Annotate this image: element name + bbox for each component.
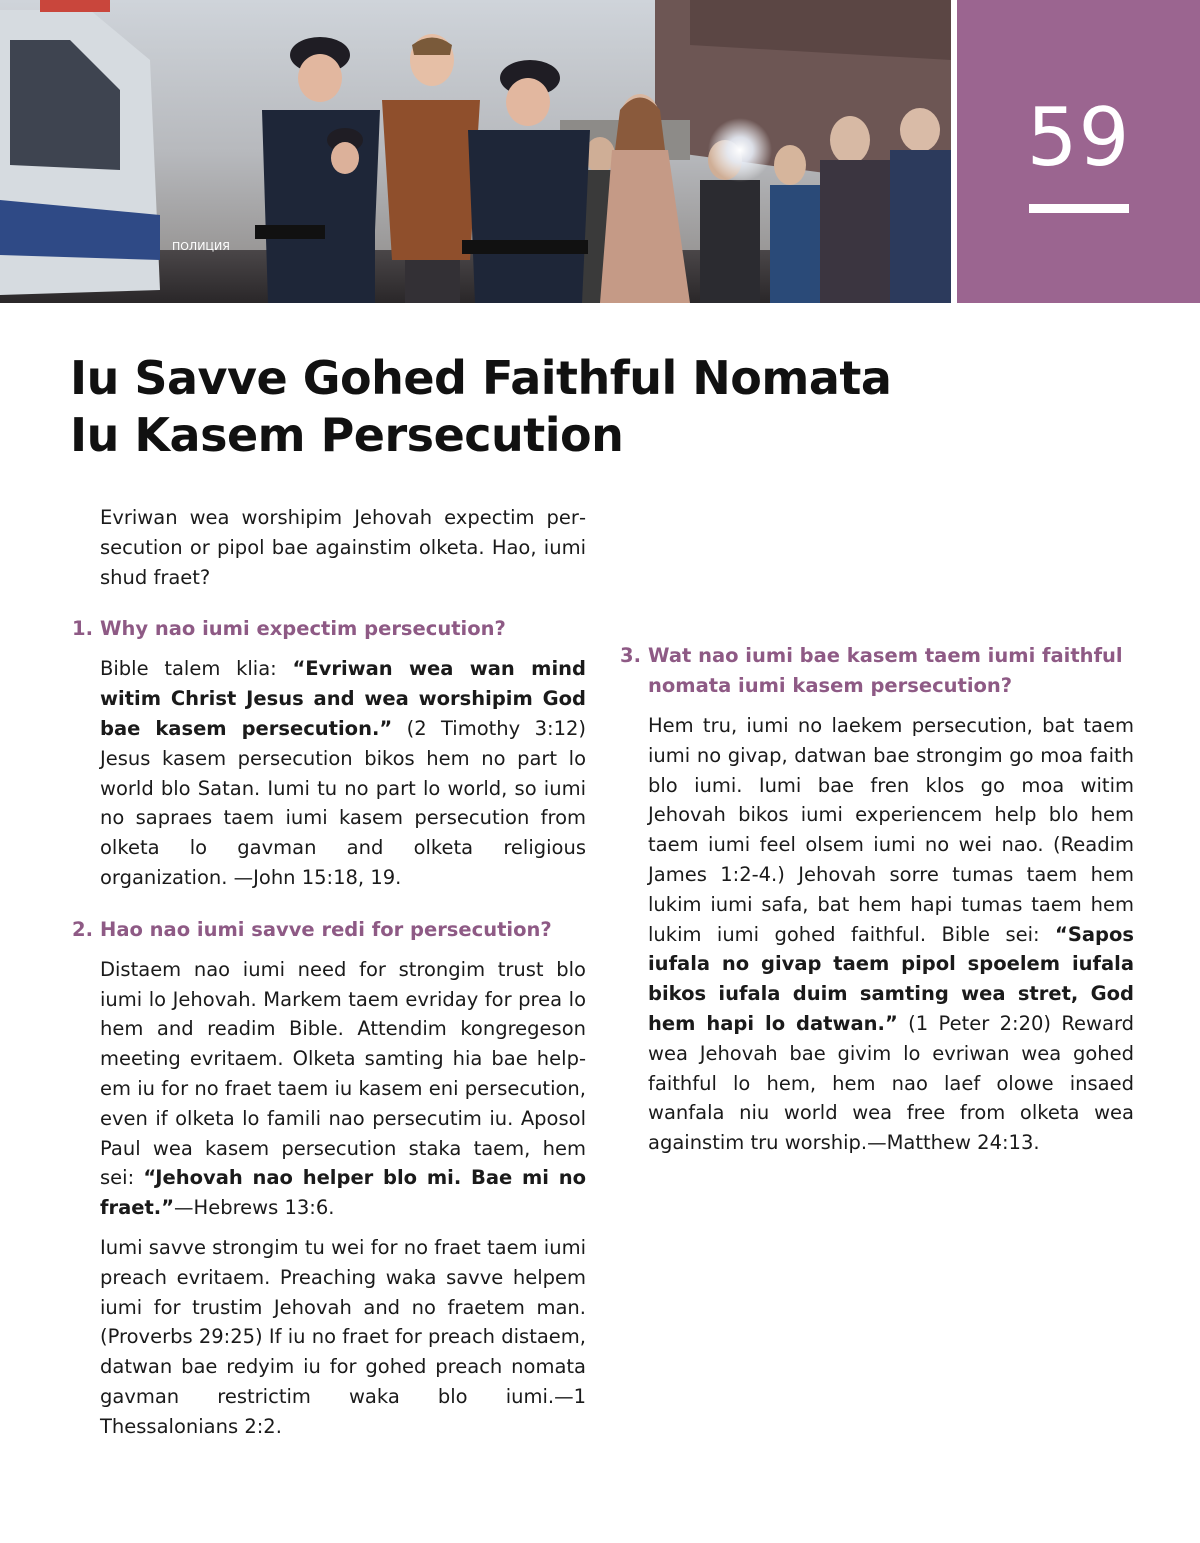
column-left [70, 503, 586, 1442]
lesson-number-rule [1029, 204, 1129, 213]
answer-text: (2 Timothy 3:12) Jesus kasem persecution bikos hem no part lo world blo Satan. Iumi tu no part lo world, so iumi no sapraes taem iumi kasem persecution from olketa lo gavman and olketa religious organization. —John 15:18, 19. [100, 716, 586, 889]
bible-quote: “Jehovah nao helper blo mi. Bae mi no fraet.” [100, 1166, 587, 1220]
question-number: 2. [72, 917, 93, 941]
bible-quote: “Evriwan wea wan mind witim Christ Jesus and wea worshipim God bae kasem persecution.” [100, 657, 586, 740]
answer-text: Hem tru, iumi no laekem persecution, bat taem iumi no givap, datwan bae strongim go moa faith blo iumi. Iumi bae fren klos go moa witim Jehovah bikos iumi experiencem help blo hem taem iumi feel olsem iumi no wei nao. (Readim James 1:2-4.) Jehovah sorre tumas taem hem lukim iumi safa, bat hem hapi tumas taem hem lukim iumi gohed faithful. Bible sei: [648, 714, 1134, 946]
answer-text: (1 Peter 2:20) Reward wea Jehovah bae givim lo evriwan wea gohed faithful lo hem, hem nao laef olowe insaed wanfala niu world wea free from olketa wea againstim tru worship.—Matthew 24:13. [648, 1011, 1134, 1155]
intro-paragraph: Evriwan wea worshipim Jehovah expectim persecution or pipol bae againstim olketa. Hao, iumi shud fraet? [100, 506, 586, 589]
header-photo [0, 0, 951, 303]
question-3 [618, 641, 1134, 701]
column-right [618, 503, 1134, 1158]
answer-3-paragraph [618, 711, 1134, 1158]
photo-police-escort [0, 0, 951, 303]
answer-text: —Hebrews 13:6. [174, 1196, 335, 1220]
lesson-number-box [957, 0, 1200, 303]
van-lettering: ПОЛИЦИЯ [172, 240, 230, 253]
question-text: Why nao iumi expectim persecution? [100, 617, 506, 641]
answer-2-paragraph-1 [70, 955, 586, 1223]
question-text: Hao nao iumi savve redi for persecution? [100, 917, 552, 941]
question-1 [70, 614, 586, 644]
answer-text: Distaem nao iumi need for strongim trust blo iumi lo Jehovah. Markem taem evriday for prea lo hem and readim Bible. Attendim kongregeson meeting evritaem. Olketa samting hia bae helpem iu for no fraet taem iu kasem eni persecution, even if olketa lo famili nao persecutim iu. Aposol Paul wea kasem persecution staka taem, hem sei: [100, 957, 586, 1190]
answer-text: Bible talem klia: [100, 657, 293, 681]
question-number: 3. [620, 644, 641, 667]
question-text: Wat nao iumi bae kasem taem iumi faithful nomata iumi kasem persecution? [648, 644, 1123, 697]
question-number: 1. [72, 617, 93, 641]
lesson-number: 59 [1026, 91, 1131, 184]
answer-1-paragraph [70, 654, 586, 892]
bible-quote: “Sapos iufala no givap taem pipol spoelem iufala bikos iufala duim samting wea stret, God hem hapi lo datwan.” [648, 922, 1134, 1035]
answer-2-paragraph-2: Iumi savve strongim tu wei for no fraet taem iumi preach evritaem. Preaching waka savve helpem iumi for trustim Jehovah and no fraetem man. (Proverbs 29:25) If iu no fraet for preach distaem, datwan bae redyim iu for gohed preach nomata gavman restrictim waka blo iumi.—1 Thessalonians 2:2. [100, 1235, 586, 1438]
question-2 [70, 915, 586, 945]
page-title [70, 350, 1130, 464]
title-line-1: Iu Savve Gohed Faithful Nomata [70, 351, 892, 405]
title-line-2: Iu Kasem Persecution [70, 408, 624, 462]
